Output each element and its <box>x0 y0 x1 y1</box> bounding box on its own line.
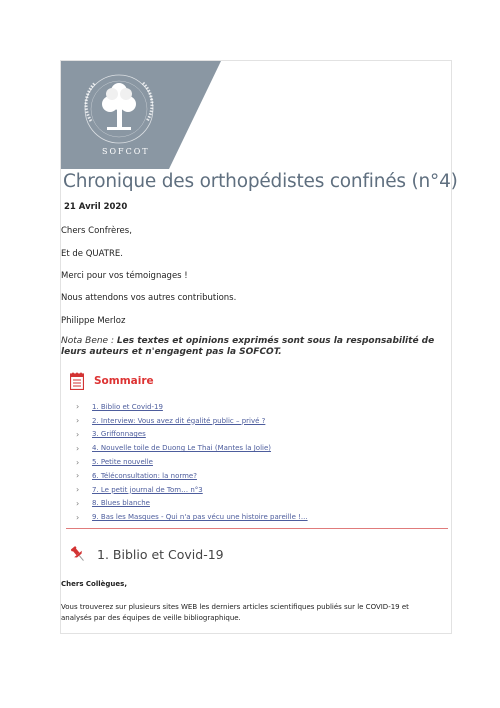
chevron-right-icon: › <box>76 443 80 453</box>
toc-link[interactable]: 8. Blues blanche <box>92 499 150 508</box>
intro-line-1: Et de QUATRE. <box>61 249 123 259</box>
greeting-text: Chers Confrères, <box>61 226 132 236</box>
toc-link[interactable]: 2. Interview: Vous avez dit égalité public – privé ? <box>92 416 266 425</box>
toc-link[interactable]: 3. Griffonnages <box>92 430 146 439</box>
toc-link[interactable]: 9. Bas les Masques - Qui n'a pas vécu une histoire pareille !... <box>92 513 308 522</box>
chevron-right-icon: › <box>76 498 80 508</box>
toc-title: Sommaire <box>94 375 154 387</box>
sofcot-banner <box>61 61 221 169</box>
notepad-icon <box>70 372 84 390</box>
newsletter-card <box>60 60 458 634</box>
chevron-right-icon: › <box>76 416 80 426</box>
page-title: Chronique des orthopédistes confinés (n°4) <box>63 171 458 192</box>
intro-line-3: Nous attendons vos autres contributions. <box>61 293 237 303</box>
toc-link[interactable]: 4. Nouvelle toile de Duong Le Thai (Mantes la Jolie) <box>92 444 272 453</box>
nota-label: Nota Bene : <box>61 336 117 346</box>
toc-item[interactable] <box>76 400 308 414</box>
nota-text: Les textes et opinions exprimés sont sous la responsabilité de leurs auteurs et n'engagent pas la SOFCOT. <box>61 336 435 357</box>
section-body-line-2: analysés par des équipes de veille bibliographique. <box>61 614 241 622</box>
chevron-right-icon: › <box>76 457 80 467</box>
toc-item[interactable] <box>76 469 308 483</box>
toc-item[interactable] <box>76 510 308 524</box>
pushpin-icon <box>69 545 87 563</box>
toc-item[interactable] <box>76 455 308 469</box>
chevron-right-icon: › <box>76 402 80 412</box>
intro-line-2: Merci pour vos témoignages ! <box>61 271 188 281</box>
chevron-right-icon: › <box>76 485 80 495</box>
banner-logo-text: SOFCOT <box>102 147 150 156</box>
toc-item[interactable] <box>76 428 308 442</box>
toc-item[interactable] <box>76 497 308 511</box>
chevron-right-icon: › <box>76 471 80 481</box>
toc-link[interactable]: 1. Biblio et Covid-19 <box>92 402 163 411</box>
issue-date: 21 Avril 2020 <box>64 202 128 212</box>
toc-header <box>70 372 154 390</box>
toc-item[interactable] <box>76 441 308 455</box>
signature: Philippe Merloz <box>61 316 126 326</box>
table-of-contents <box>66 366 448 529</box>
section-greeting: Chers Collègues, <box>61 580 127 588</box>
chevron-right-icon: › <box>76 512 80 522</box>
section-body-line-1: Vous trouverez sur plusieurs sites WEB les derniers articles scientifiques publiés sur le COVID-19 et <box>61 603 409 611</box>
toc-item[interactable] <box>76 414 308 428</box>
toc-link[interactable]: 7. Le petit journal de Tom… n°3 <box>92 485 203 494</box>
section-title: 1. Biblio et Covid-19 <box>97 546 224 562</box>
nota-bene <box>61 336 446 358</box>
chevron-right-icon: › <box>76 429 80 439</box>
toc-list <box>76 400 308 524</box>
toc-link[interactable]: 6. Téléconsultation: la norme? <box>92 471 197 480</box>
section-heading <box>69 545 224 563</box>
toc-link[interactable]: 5. Petite nouvelle <box>92 458 153 467</box>
toc-item[interactable] <box>76 483 308 497</box>
